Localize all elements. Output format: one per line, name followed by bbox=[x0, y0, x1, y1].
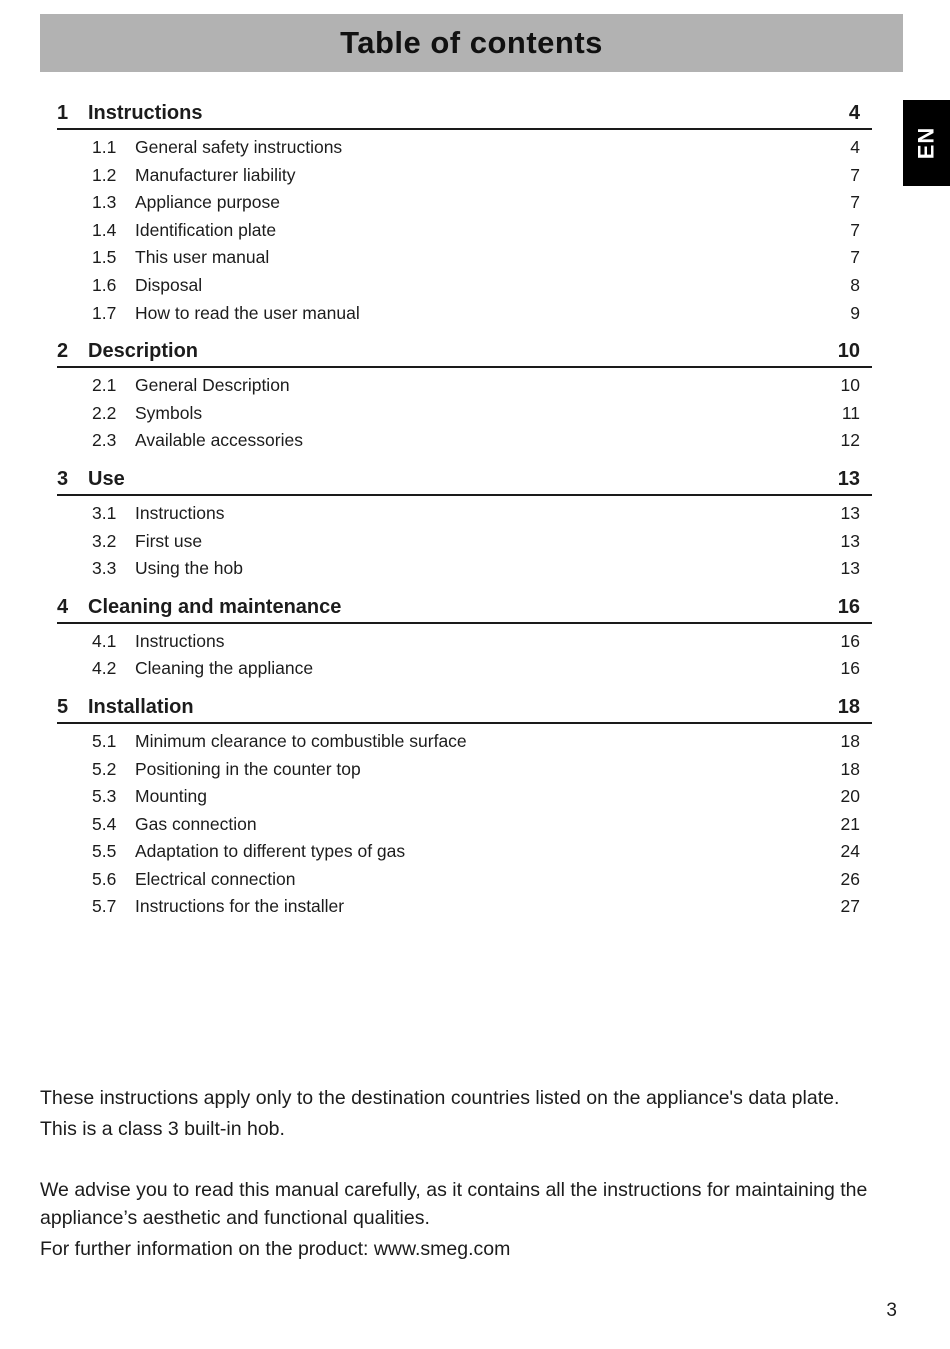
toc-subsection-page: 20 bbox=[840, 786, 860, 807]
toc-subsection-row bbox=[57, 400, 872, 428]
toc-subsection-title: Electrical connection bbox=[135, 868, 296, 889]
toc-subsection-row bbox=[57, 628, 872, 656]
toc-section-title: Description bbox=[88, 340, 199, 363]
toc-section-page: 4 bbox=[848, 102, 860, 124]
toc-subsection-number: 1.6 bbox=[92, 274, 117, 295]
toc-subsection-title: Adaptation to different types of gas bbox=[135, 841, 406, 862]
toc-subsection-number: 5.7 bbox=[92, 896, 117, 917]
toc-subsection-page: 16 bbox=[840, 630, 860, 651]
toc-subsection-number: 5.2 bbox=[92, 758, 117, 779]
footer-paragraph: These instructions apply only to the destination countries listed on the appliance's data plate. bbox=[40, 1087, 840, 1109]
toc-section-row bbox=[57, 596, 872, 619]
toc-subsection-page: 10 bbox=[840, 375, 860, 396]
toc-subsection-row bbox=[57, 728, 872, 756]
toc-section-row bbox=[57, 468, 872, 491]
toc-subsection-title: Cleaning the appliance bbox=[135, 658, 314, 679]
toc-section-page: 18 bbox=[837, 695, 860, 718]
toc-subsection-row bbox=[57, 555, 872, 583]
toc-subsection-row bbox=[57, 811, 872, 839]
toc-section-number: 4 bbox=[57, 595, 69, 618]
toc-subsection-page: 8 bbox=[850, 274, 860, 295]
toc-subsection-title: This user manual bbox=[135, 247, 270, 268]
toc-subsection-page: 7 bbox=[850, 219, 860, 240]
toc-subsection-page: 18 bbox=[840, 758, 860, 779]
toc-subsection-row bbox=[57, 162, 872, 190]
toc-subsection-row bbox=[57, 134, 872, 162]
toc-subsection-page: 7 bbox=[850, 247, 860, 268]
toc-subsection-row bbox=[57, 427, 872, 455]
toc-subsection-page: 18 bbox=[840, 730, 860, 751]
toc-section-number: 1 bbox=[57, 102, 69, 124]
page-title: Table of contents bbox=[340, 25, 603, 60]
toc-subsection-title: Available accessories bbox=[135, 430, 303, 451]
toc-subsection-row bbox=[57, 528, 872, 556]
toc-subsection-page: 16 bbox=[840, 658, 860, 679]
toc-section-row bbox=[57, 696, 872, 719]
toc-subsection-title: Symbols bbox=[135, 402, 203, 423]
toc-subsection-title: Gas connection bbox=[135, 813, 257, 834]
toc-subsection-title: Manufacturer liability bbox=[135, 164, 296, 185]
toc-section-page: 16 bbox=[837, 595, 860, 618]
toc-section-page: 10 bbox=[837, 340, 860, 363]
toc-subsection-number: 3.1 bbox=[92, 502, 117, 523]
toc-section bbox=[57, 696, 872, 921]
toc-section-number: 2 bbox=[57, 340, 69, 363]
toc-subsection-title: Disposal bbox=[135, 274, 203, 295]
section-divider bbox=[57, 722, 872, 724]
toc-subsection-page: 24 bbox=[840, 841, 860, 862]
toc-section-title: Instructions bbox=[88, 102, 203, 124]
toc-subsection-title: Mounting bbox=[135, 786, 207, 807]
toc-subsection-page: 9 bbox=[850, 302, 860, 323]
toc-subsection-page: 21 bbox=[840, 813, 860, 834]
toc-subsection-row bbox=[57, 838, 872, 866]
toc-subsection-row bbox=[57, 272, 872, 300]
toc-section-title: Installation bbox=[88, 695, 194, 718]
toc-subsection-page: 26 bbox=[840, 868, 860, 889]
toc-subsection-number: 1.2 bbox=[92, 164, 117, 185]
toc-subsection-page: 7 bbox=[850, 192, 860, 213]
toc-section bbox=[57, 596, 872, 683]
toc-subsection-number: 4.2 bbox=[92, 658, 117, 679]
toc-section-title: Cleaning and maintenance bbox=[88, 595, 342, 618]
toc-section-row bbox=[57, 340, 872, 363]
toc-subsection-number: 2.1 bbox=[92, 375, 117, 396]
toc-subsection-title: Appliance purpose bbox=[135, 192, 280, 213]
toc-subsection-number: 2.2 bbox=[92, 402, 117, 423]
toc-subsection-number: 3.3 bbox=[92, 558, 117, 579]
toc-subsection-title: First use bbox=[135, 530, 203, 551]
toc-subsection-number: 1.5 bbox=[92, 247, 117, 268]
footer-paragraph: This is a class 3 built-in hob. bbox=[40, 1118, 285, 1140]
toc-subsection-page: 13 bbox=[840, 558, 860, 579]
toc-subsection-title: General safety instructions bbox=[135, 137, 343, 157]
section-divider bbox=[57, 622, 872, 624]
toc-section-row bbox=[57, 102, 872, 125]
toc-subsection-row bbox=[57, 189, 872, 217]
toc-subsection-page: 13 bbox=[840, 530, 860, 551]
toc-subsection-number: 3.2 bbox=[92, 530, 117, 551]
toc-subsection-row bbox=[57, 217, 872, 245]
page-title-bar bbox=[40, 14, 903, 72]
toc-subsection-number: 1.7 bbox=[92, 302, 117, 323]
language-tab-label: EN bbox=[913, 126, 939, 160]
toc-subsection-row bbox=[57, 866, 872, 894]
toc-section-number: 3 bbox=[57, 467, 69, 490]
toc-subsection-title: General Description bbox=[135, 375, 290, 396]
toc-subsection-number: 5.1 bbox=[92, 730, 117, 751]
toc-section-title: Use bbox=[88, 467, 125, 490]
toc-subsection-number: 4.1 bbox=[92, 630, 117, 651]
toc-subsection-title: Minimum clearance to combustible surface bbox=[135, 730, 467, 751]
toc-subsection-title: Instructions for the installer bbox=[135, 896, 345, 917]
toc-subsection-number: 1.1 bbox=[92, 137, 117, 157]
toc-subsection-number: 5.6 bbox=[92, 868, 117, 889]
footer-notes bbox=[40, 1084, 902, 1266]
toc-subsection-page: 13 bbox=[840, 502, 860, 523]
footer-paragraph: For further information on the product: www.smeg.com bbox=[40, 1238, 511, 1260]
toc-subsection-page: 4 bbox=[850, 137, 860, 157]
toc-subsection-number: 1.4 bbox=[92, 219, 117, 240]
toc-subsection-title: Positioning in the counter top bbox=[135, 758, 361, 779]
toc-subsection-number: 2.3 bbox=[92, 430, 117, 451]
toc-subsection-page: 11 bbox=[841, 402, 860, 423]
toc-subsection-number: 1.3 bbox=[92, 192, 117, 213]
toc-subsection-row bbox=[57, 783, 872, 811]
page-number: 3 bbox=[886, 1300, 897, 1321]
section-divider bbox=[57, 366, 872, 368]
toc-subsection-number: 5.3 bbox=[92, 786, 117, 807]
toc-subsection-row bbox=[57, 244, 872, 272]
toc-subsection-row bbox=[57, 300, 872, 328]
toc-section bbox=[57, 468, 872, 583]
table-of-contents bbox=[57, 102, 872, 921]
section-divider bbox=[57, 494, 872, 496]
toc-subsection-page: 7 bbox=[850, 164, 860, 185]
toc-subsection-page: 27 bbox=[840, 896, 860, 917]
toc-subsection-row bbox=[57, 756, 872, 784]
toc-subsection-row bbox=[57, 655, 872, 683]
toc-subsection-number: 5.5 bbox=[92, 841, 117, 862]
toc-subsection-title: Identification plate bbox=[135, 219, 277, 240]
footer-paragraph: We advise you to read this manual carefully, as it contains all the instructions for maintaining the appliance’s aesthetic and functional qualities. bbox=[40, 1179, 868, 1229]
toc-subsection-row bbox=[57, 893, 872, 921]
toc-section bbox=[57, 340, 872, 455]
toc-subsection-title: Using the hob bbox=[135, 558, 243, 579]
toc-subsection-row bbox=[57, 500, 872, 528]
toc-subsection-row bbox=[57, 372, 872, 400]
toc-section-number: 5 bbox=[57, 695, 69, 718]
toc-subsection-page: 12 bbox=[840, 430, 860, 451]
toc-section-page: 13 bbox=[837, 467, 860, 490]
toc-subsection-title: Instructions bbox=[135, 502, 225, 523]
section-divider bbox=[57, 128, 872, 130]
toc-subsection-title: How to read the user manual bbox=[135, 302, 360, 323]
toc-subsection-title: Instructions bbox=[135, 630, 225, 651]
toc-section bbox=[57, 102, 872, 327]
language-tab bbox=[903, 100, 950, 186]
toc-subsection-number: 5.4 bbox=[92, 813, 117, 834]
